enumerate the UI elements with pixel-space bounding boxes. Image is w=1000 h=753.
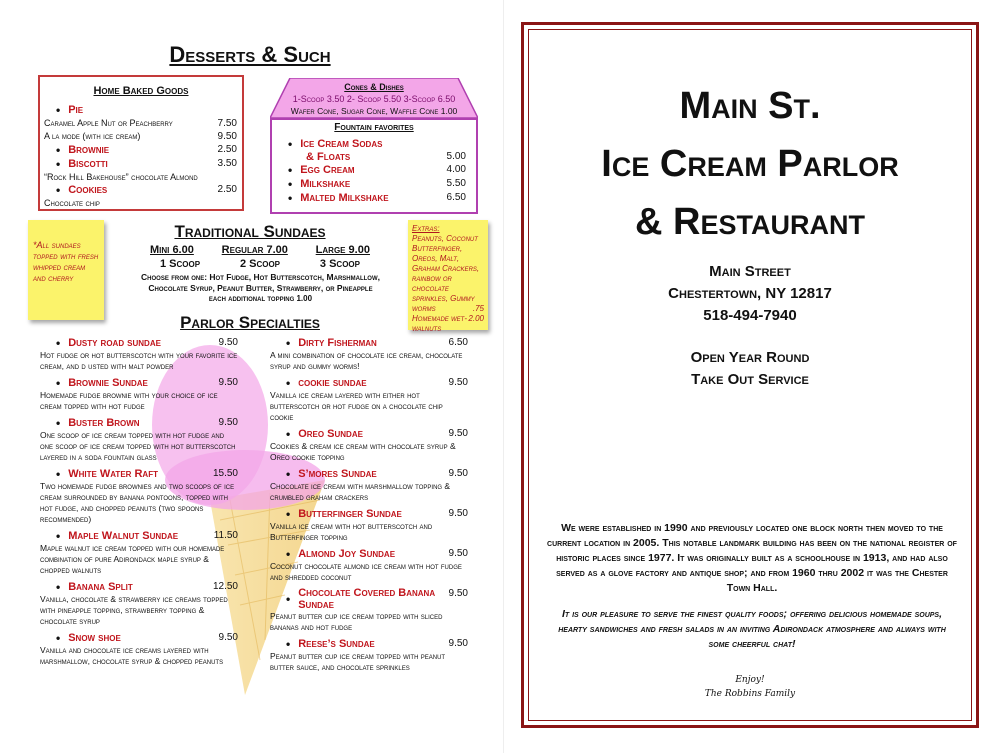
specialty-header: [270, 507, 468, 521]
specialty-desc: Homemade fudge brownie with your choice of ice cream topped with hot fudge: [40, 390, 218, 411]
specialty-name: • Dirty Fisherman: [270, 336, 377, 350]
specialty-header: [40, 580, 238, 594]
family-signature: The Robbins Family: [704, 689, 796, 699]
page-divider: [503, 0, 504, 753]
pie-option-1: [40, 117, 242, 130]
item-price: 5.50: [446, 178, 466, 189]
specialty-price: 9.50: [448, 638, 468, 649]
specialty-item: [270, 637, 468, 673]
specialty-price: 9.50: [218, 337, 238, 348]
specialty-desc: Cookies & cream ice cream with chocolate syrup & Oreo cookie topping: [270, 441, 456, 462]
specialty-price: 9.50: [218, 377, 238, 388]
sundae-note-sticky: *All sundaes topped with fresh whipped cream and cherry: [28, 220, 104, 320]
specialty-header: [40, 467, 238, 481]
traditional-title: Traditional Sundaes: [174, 222, 326, 241]
specialty-header: [40, 631, 238, 645]
specialty-name: • Maple Walnut Sundae: [40, 529, 178, 543]
specialty-price: 9.50: [448, 588, 468, 599]
parlor-title: Parlor Specialties: [180, 313, 320, 332]
specialty-desc: One scoop of ice cream topped with hot fudge and one scoop of ice cream topped with hot butterscotch layered in a soda fountain glass: [40, 430, 236, 462]
specialty-price: 6.50: [448, 337, 468, 348]
specialty-item: [270, 587, 468, 633]
specialty-price: 9.50: [448, 468, 468, 479]
specialty-name: • Brownie Sundae: [40, 376, 148, 390]
specialty-name: • Almond Joy Sundae: [270, 547, 395, 561]
scoop-counts: [160, 258, 360, 270]
additional-topping: each additional topping 1.00: [208, 294, 313, 303]
scoop-1: 1 Scoop: [160, 258, 201, 270]
specialty-item: [40, 580, 238, 627]
sundae-sizes: [150, 244, 370, 256]
specialty-name: • Dusty road sundae: [40, 336, 161, 350]
specialty-header: [270, 467, 468, 481]
hours-block: [524, 347, 976, 391]
item-price: 6.50: [446, 192, 466, 203]
scoop-2: 2 Scoop: [239, 258, 281, 270]
name-line-2: Ice Cream Parlor: [601, 143, 899, 185]
specialty-header: [270, 336, 468, 350]
size-large: Large 9.00: [315, 244, 370, 256]
pleasure-text: It is our pleasure to serve the finest quality foods; offering delicious homemade soups, hearty sandwiches and fresh salads in an inviting Adirondack atmosphere and always with some cheerful chat!: [558, 608, 946, 650]
cones-line-2: Wafer Cone, Sugar Cone, Waffle Cone 1.00: [290, 106, 458, 116]
fountain-item: [272, 177, 476, 191]
parlor-column-2: [270, 336, 468, 677]
menu-item-cookies: [40, 183, 242, 197]
cones-line-1: 1-Scoop 3.50 2- Scoop 5.50 3-Scoop 6.50: [292, 94, 456, 104]
specialty-desc: Vanilla, chocolate & strawberry ice creams topped with pineapple topping, strawberry topping & chocolate syrup: [40, 594, 228, 626]
size-regular: Regular 7.00: [221, 244, 288, 256]
specialty-name: • Snow shoe: [40, 631, 121, 645]
open-year-round: Open Year Round: [690, 349, 810, 366]
item-price: 7.50: [217, 118, 237, 129]
specialty-name: • White Water Raft: [40, 467, 158, 481]
specialty-price: 9.50: [218, 632, 238, 643]
specialty-item: [270, 376, 468, 423]
specialty-name: • Oreo Sundae: [270, 427, 363, 441]
extras-price-1: .75: [472, 304, 484, 313]
specialty-header: [270, 587, 468, 611]
specialty-desc: Vanilla ice cream with hot butterscotch and Butterfinger topping: [270, 521, 433, 542]
specialty-name: • Butterfinger Sundae: [270, 507, 402, 521]
address-street: Main Street: [709, 263, 791, 280]
fountain-title: Fountain favorites: [334, 122, 414, 133]
specialty-header: [40, 529, 238, 543]
home-baked-goods-box: [38, 75, 244, 211]
specialty-price: 15.50: [212, 468, 238, 479]
specialty-name: • Banana Split: [40, 580, 133, 594]
biscotti-desc: “Rock Hill Bakehouse” chocolate Almond: [44, 172, 198, 182]
specialty-name: • Reese’s Sundae: [270, 637, 375, 651]
extras-price-2: 2.00: [468, 314, 484, 323]
specialty-desc: Chocolate ice cream with marshmallow topping & crumbled graham crackers: [270, 481, 451, 502]
extras-text: Peanuts, Coconut Butterfinger, Oreos, Malt, Graham Crackers, rainbow or chocolate sprinkles, Gummy worms: [412, 234, 480, 313]
specialty-header: [270, 637, 468, 651]
item-desc: Caramel Apple Nut or Peachberry: [44, 118, 173, 128]
scoop-3: 3 Scoop: [319, 258, 360, 270]
item-price: 2.50: [217, 144, 237, 155]
specialty-desc: Peanut butter cup ice cream topped with sliced bananas and hot fudge: [270, 611, 443, 632]
item-name: • Pie: [68, 104, 84, 116]
cones-dishes-box: [270, 78, 478, 118]
history-text: We were established in 1990 and previously located one block north then moved to the current location in 2005. This notable landmark building has been on the national register of historic places since 1977. It was originally built as a schoolhouse in 1913, and had also served as a glove factory and antique shop; and from 1960 thru 2002 it was the Chester Town Hall.: [547, 522, 957, 594]
item-name: • Brownie: [40, 143, 109, 157]
specialty-header: [40, 376, 238, 390]
specialty-desc: A mini combination of chocolate ice cream, chocolate syrup and gummy worms!: [270, 350, 463, 371]
enjoy-text: Enjoy!: [735, 675, 765, 685]
specialty-desc: Vanilla and chocolate ice creams layered with marshmallow, chocolate syrup & chopped peanuts: [40, 645, 224, 666]
cookies-desc: Chocolate chip: [44, 198, 100, 208]
specialty-item: [270, 467, 468, 503]
fountain-item: [272, 137, 476, 151]
specialty-header: [270, 427, 468, 441]
phone-number: 518-494-7940: [703, 307, 797, 324]
page-title: Desserts & Such: [169, 42, 331, 67]
specialty-name: • cookie sundae: [270, 376, 367, 390]
item-price: 4.00: [446, 164, 466, 175]
topping-choices: Choose from one: Hot Fudge, Hot Butterscotch, Marshmallow, Chocolate Syrup, Peanut Butter, Strawberry, or Pineapple: [141, 272, 380, 293]
specialty-desc: Coconut chocolate almond ice cream with hot fudge and shredded coconut: [270, 561, 462, 582]
item-name: • Biscotti: [40, 157, 108, 171]
item-name: • Malted Milkshake: [272, 191, 389, 205]
specialty-price: 9.50: [448, 377, 468, 388]
fountain-item: [272, 151, 476, 163]
specialty-price: 9.50: [448, 508, 468, 519]
item-name: • Milkshake: [272, 177, 350, 191]
specialty-desc: Maple walnut ice cream topped with our homemade combination of pure Adirondack maple syrup & chopped walnuts: [40, 543, 225, 575]
specialty-header: [270, 376, 468, 390]
specialty-desc: Two homemade fudge brownies and two scoops of ice cream surrounded by banana pontoons, topped with hot fudge, and chopped peanuts (two spoons recommended): [40, 481, 235, 524]
specialty-item: [40, 631, 238, 667]
specialty-item: [40, 336, 238, 372]
specialty-price: 9.50: [448, 548, 468, 559]
specialty-item: [270, 336, 468, 372]
specialty-desc: Peanut butter cup ice cream topped with peanut butter sauce, and chocolate sprinkles: [270, 651, 446, 672]
specialty-desc: Hot fudge or hot butterscotch with your favorite ice cream, and d usted with malt powder: [40, 350, 238, 371]
cones-title: Cones & Dishes: [344, 82, 404, 92]
specialty-header: [40, 416, 238, 430]
specialty-item: [40, 467, 238, 525]
specialty-desc: Vanilla ice cream layered with either hot butterscotch or hot fudge on a chocolate chip cookie: [270, 390, 443, 422]
item-desc: A la mode (with ice cream): [44, 131, 141, 141]
specialty-item: [40, 529, 238, 576]
specialty-name: • Chocolate Covered Banana Sundae: [270, 587, 449, 611]
pie-option-2: [40, 130, 242, 143]
specialty-name: • S’mores Sundae: [270, 467, 377, 481]
specialty-header: [40, 336, 238, 350]
parlor-column-1: [40, 336, 238, 671]
extras-label: Extras:: [412, 224, 440, 233]
address-city: Chestertown, NY 12817: [668, 285, 832, 302]
specialty-item: [40, 416, 238, 463]
fountain-favorites-box: [270, 118, 478, 214]
size-mini: Mini 6.00: [150, 244, 194, 256]
address-block: [524, 261, 976, 327]
item-name: • Ice Cream Sodas: [272, 137, 382, 151]
menu-item-biscotti: [40, 157, 242, 171]
item-price: 9.50: [217, 131, 237, 142]
name-line-1: Main St.: [679, 85, 821, 127]
item-price: 2.50: [217, 184, 237, 195]
specialty-item: [270, 547, 468, 583]
item-name: • Cookies: [40, 183, 107, 197]
specialty-price: 9.50: [448, 428, 468, 439]
specialty-price: 9.50: [218, 417, 238, 428]
restaurant-name: [524, 77, 976, 251]
name-line-3: & Restaurant: [635, 201, 865, 243]
specialty-header: [270, 547, 468, 561]
item-name: • Egg Cream: [272, 163, 355, 177]
take-out: Take Out Service: [691, 371, 809, 388]
menu-item-brownie: [40, 143, 242, 157]
fountain-item: [272, 191, 476, 205]
item-price: 3.50: [217, 158, 237, 169]
fountain-item: [272, 163, 476, 177]
cover-page: [521, 22, 979, 728]
specialty-item: [270, 427, 468, 463]
item-price: 5.00: [446, 151, 466, 162]
specialty-name: • Buster Brown: [40, 416, 140, 430]
home-baked-title: Home Baked Goods: [93, 85, 189, 97]
signature: [524, 673, 976, 701]
specialty-item: [270, 507, 468, 543]
specialty-price: 12.50: [212, 581, 238, 592]
specialty-price: 11.50: [213, 530, 238, 541]
menu-item-pie: [40, 103, 242, 117]
item-name: & Floats: [306, 151, 351, 163]
specialty-item: [40, 376, 238, 412]
extras-walnuts: Homemade wet-walnuts: [412, 314, 467, 333]
